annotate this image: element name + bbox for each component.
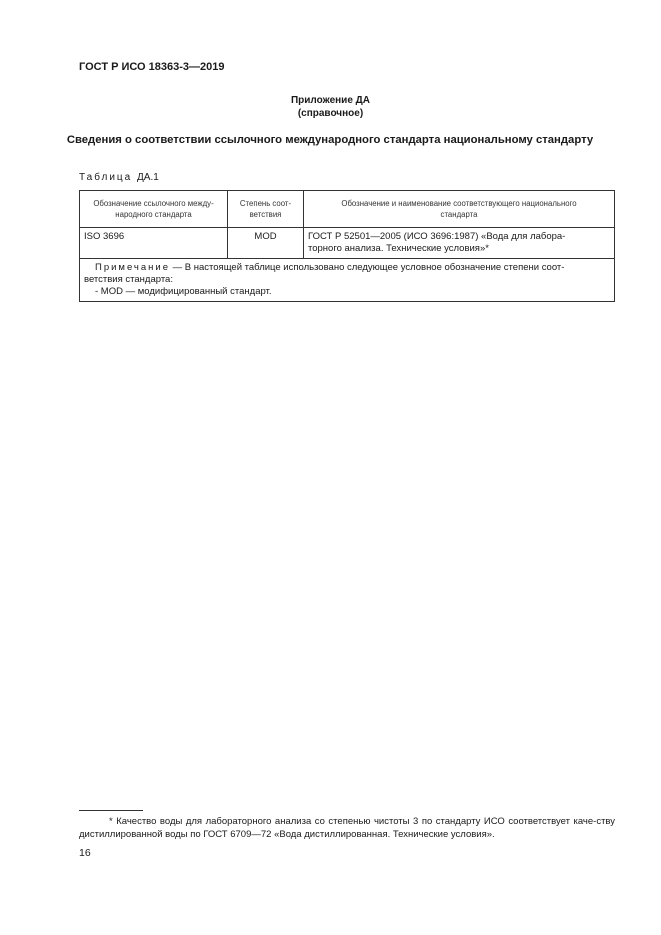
note-text: — В настоящей таблице использовано следующее условное обозначение степени соот-	[170, 262, 565, 273]
document-title: Сведения о соответствии ссылочного международного стандарта национальному стандарту	[66, 134, 594, 146]
table-note-row	[80, 259, 615, 302]
footnote-marker: *	[109, 816, 113, 827]
table-caption-number: ДА.1	[137, 172, 159, 183]
header-line: ветствия	[249, 210, 282, 219]
header-line: Обозначение и наименование соответствующего национального	[341, 199, 577, 208]
cell-national-standard	[304, 228, 615, 259]
table-caption	[79, 172, 159, 183]
table-note	[80, 259, 615, 302]
table-header-row	[80, 191, 615, 228]
footnote-divider	[79, 810, 143, 811]
note-item: - MOD — модифицированный стандарт.	[95, 286, 272, 297]
cell-degree: MOD	[228, 228, 304, 259]
reference-table	[79, 190, 615, 302]
national-line: торного анализа. Технические условия»*	[308, 243, 489, 254]
header-ref-standard	[80, 191, 228, 228]
header-line: стандарта	[440, 210, 478, 219]
table-caption-label: Таблица	[79, 172, 133, 183]
appendix-subtitle: (справочное)	[297, 108, 364, 119]
header-line: Обозначение ссылочного между-	[93, 199, 214, 208]
table-row	[80, 228, 615, 259]
page-number: 16	[79, 847, 91, 859]
header-line: народного стандарта	[115, 210, 192, 219]
note-text-cont: ветствия стандарта:	[84, 274, 173, 285]
footnote-text: Качество воды для лабораторного анализа со степенью чистоты 3 по стандарту ИСО соответствует каче-ству дистиллированной воды по ГОСТ 6709—72 «Вода дистиллированная. Технические условия».	[79, 816, 616, 840]
running-header: ГОСТ Р ИСО 18363-3—2019	[79, 61, 225, 73]
header-line: Степень соот-	[239, 199, 292, 208]
header-degree	[228, 191, 304, 228]
appendix-title: Приложение ДА	[290, 95, 371, 106]
note-label: Примечание	[95, 262, 170, 273]
footnote	[79, 815, 615, 841]
national-line: ГОСТ Р 52501—2005 (ИСО 3696:1987) «Вода для лабора-	[308, 231, 566, 242]
header-national-standard	[304, 191, 615, 228]
cell-ref-standard: ISO 3696	[80, 228, 228, 259]
